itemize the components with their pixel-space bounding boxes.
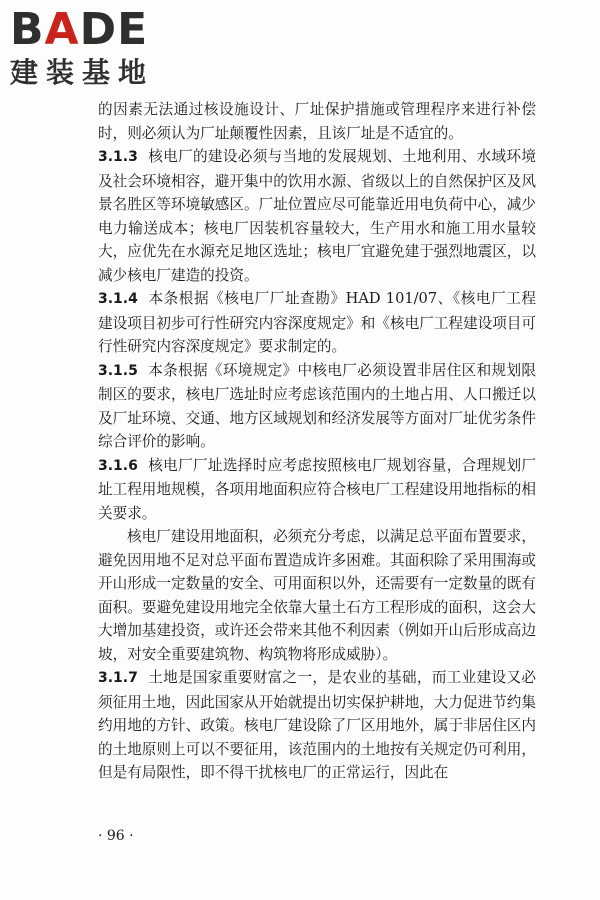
section-number: 3.1.4 [98, 291, 138, 307]
intro-paragraph: 的因素无法通过核设施设计、厂址保护措施或管理程序来进行补偿时，则必须认为厂址颠覆性因素，且该厂址是不适宜的。 [98, 101, 536, 142]
page-number: · 96 · [98, 828, 134, 844]
section-text: 核电厂厂址选择时应考虑按照核电厂规划容量，合理规划厂址工程用地规模，各项用地面积应符合核电厂工程建设用地指标的相关要求。 [98, 456, 536, 522]
section-text: 本条根据《环境规定》中核电厂必须设置非居住区和规划限制区的要求，核电厂选址时应考虑该范围内的土地占用、人口搬迁以及厂址环境、交通、地方区域规划和经济发展等方面对厂址优劣条件综合评价的影响。 [98, 361, 536, 450]
land-use-paragraph: 核电厂建设用地面积，必须充分考虑，以满足总平面布置要求，避免因用地不足对总平面布置造成许多困难。其面积除了采用围海或开山形成一定数量的安全、可用面积以外，还需要有一定数量的既有面积。要避免建设用地完全依靠大量土石方工程形成的面积，这会大大增加基建投资，或许还会带来其他不利因素（例如开山后形成高边坡，对安全重要建筑物、构筑物将形成威胁）。 [98, 528, 536, 663]
logo-brand-accent: A [44, 4, 80, 55]
section-3-1-4 [98, 287, 536, 359]
section-number: 3.1.6 [98, 457, 138, 474]
section-text: 核电厂的建设必须与当地的发展规划、土地利用、水域环境及社会环境相容，避开集中的饮用水源、省级以上的自然保护区及风景名胜区等环境敏感区。厂址位置应尽可能靠近用电负荷中心，减少电力输送成本；核电厂因装机容量较大，生产用水和施工用水量较大，应优先在水源充足地区选址；核电厂宜避免建于强烈地震区，以减少核电厂建造的投资。 [98, 148, 536, 284]
section-3-1-6 [98, 454, 536, 526]
logo-brand-text: BADE [10, 4, 149, 55]
brand-logo [8, 4, 178, 96]
section-number: 3.1.5 [98, 362, 138, 379]
section-3-1-3 [98, 145, 536, 287]
section-text: 本条根据《核电厂厂址查勘》HAD 101/07、《核电厂工程建设项目初步可行性研究内容深度规定》和《核电厂工程建设项目可行性研究内容深度规定》要求制定的。 [98, 290, 536, 355]
logo-subtitle: 建装基地 [10, 56, 155, 89]
section-number: 3.1.7 [98, 670, 138, 686]
section-3-1-7 [98, 666, 536, 785]
section-number: 3.1.3 [98, 149, 138, 165]
document-body [98, 98, 536, 785]
section-3-1-5 [98, 359, 536, 454]
section-text: 土地是国家重要财富之一，是农业的基础，而工业建设又必须征用土地，因此国家从开始就提出切实保护耕地，大力促进节约集约用地的方针、政策。核电厂建设除了厂区用地外，属于非居住区内的土地原则上可以不要征用，该范围内的土地按有关规定仍可利用，但是有局限性，即不得干扰核电厂的正常运行，因此在 [98, 669, 536, 781]
